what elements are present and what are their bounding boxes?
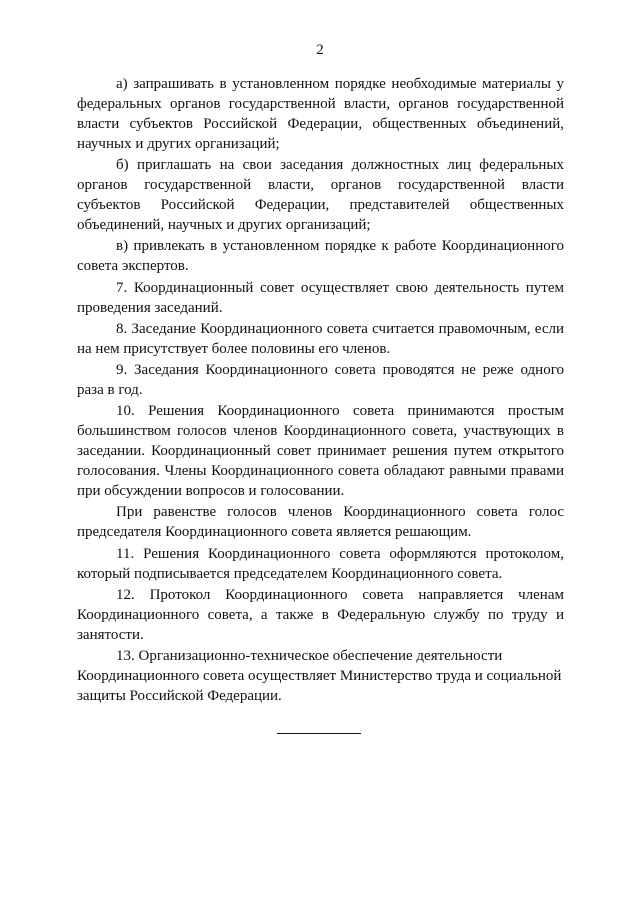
paragraph-13-support: 13. Организационно-техническое обеспечение деятельности Координационного совета осуществляет Министерство труда и социальной защиты Российской Федерации.	[77, 647, 562, 704]
end-of-document-rule	[277, 733, 361, 734]
paragraph-b-invite-officials: б) приглашать на свои заседания должностных лиц федеральных органов государственной власти, органов государственной власти субъектов Российской Федерации, представителей общественных объединений, научных и других организаций;	[77, 157, 564, 234]
page-number: 2	[316, 42, 324, 58]
paragraph-9-meeting-frequency: 9. Заседания Координационного совета проводятся не реже одного раза в год.	[77, 361, 564, 398]
paragraph-a-request-materials: а) запрашивать в установленном порядке необходимые материалы у федеральных органов государственной власти, органов государственной власти субъектов Российской Федерации, общественных объединений, научных и других организаций;	[77, 76, 564, 152]
paragraph-c-involve-experts: в) привлекать в установленном порядке к работе Координационного совета экспертов.	[77, 238, 564, 275]
paragraph-tie-vote: При равенстве голосов членов Координационного совета голос председателя Координационного совета является решающим.	[77, 504, 564, 541]
paragraph-7-activity: 7. Координационный совет осуществляет свою деятельность путем проведения заседаний.	[77, 279, 564, 316]
paragraph-11-protocol: 11. Решения Координационного совета оформляются протоколом, который подписывается председателем Координационного совета.	[77, 545, 564, 582]
document-body	[77, 74, 564, 707]
paragraph-10-decisions: 10. Решения Координационного совета принимаются простым большинством голосов членов Координационного совета, участвующих в заседании. Координационный совет принимает решения путем открытого голосования. Члены Координационного совета обладают равными правами при обсуждении вопросов и голосовании.	[77, 403, 564, 500]
paragraph-8-quorum: 8. Заседание Координационного совета считается правомочным, если на нем присутствует более половины его членов.	[77, 320, 564, 357]
paragraph-12-protocol-distribution: 12. Протокол Координационного совета направляется членам Координационного совета, а также в Федеральную службу по труду и занятости.	[77, 586, 564, 643]
